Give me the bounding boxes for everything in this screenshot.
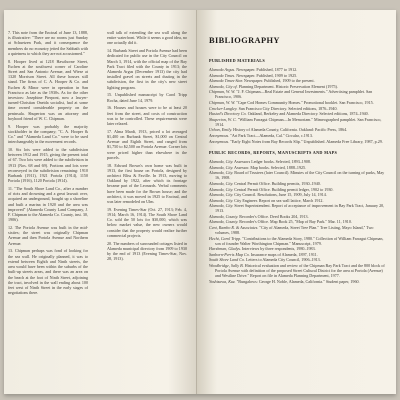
bibliography-entry <box>209 100 385 105</box>
bibliography-entry <box>209 263 385 278</box>
entry-text: History of Alameda County, California. Oakland: Pacific Press, 1864. <box>233 127 348 133</box>
entry-text: Central Permit Office. Building permit ledger, 1902 to 1930. <box>234 186 334 192</box>
bibliography-page <box>197 10 396 394</box>
entry-source-name: Crocker-Langley. <box>209 105 238 111</box>
entry-source-name: Urban, Emily. <box>209 127 233 133</box>
entry-source-name: Alameda, City. <box>209 159 234 165</box>
bibliography-entry <box>209 117 385 127</box>
entry-source-name: Woodbridge, Sally B. <box>209 263 244 269</box>
entry-text: Letters to Alameda City Council, 1906–1913. <box>246 257 321 263</box>
bibliography-entry <box>209 192 385 197</box>
bibliography-entry <box>209 214 385 219</box>
entry-source-name: Alameda, City. <box>209 170 234 176</box>
footnote: 14. Burbank Street and Portola Avenue had been dedicated for public use in the City Council on March 3, 1914, with the official map of the Bay Park Tract filed with the County in 1913; the Alameda Argus (December 1913) the city had installed gravel on streets and dusting in the subdivision, the first in the city's new street lighting program. <box>107 48 187 90</box>
footnote: 11. "The South Shore Land Co., after a number of riots and drowning and a great lawsuit over, acquired an underground, bought up a shoreline and built a marina in 1920 and the area was improved" (Alameda County Land Company, J. F. Chipman to the Alameda Co. County, inst. 30, 1906). <box>8 186 88 223</box>
bibliography-entry <box>209 170 385 180</box>
entry-text: "William Farragut Chipman—In Memoriam." Mimeographed pamphlet. San Francisco, 1914. <box>215 116 382 127</box>
footnote: 20. The numbers of surrounded cottages listed in Alameda municipal directory from 1909 to 1930 by the end of 1913 (Evening Times-Star, Nov. 28, 1913). <box>107 240 187 262</box>
bibliography-entry <box>209 127 385 132</box>
footnote: 9. Hooper was probably the majority stockholder in the company; "C. A. Hooper & Co." and "Alameda Land Co." were to be used interchangeably in the movement records. <box>8 123 88 145</box>
entry-text: San Francisco City Directory. Selected editions, 1876–1940. <box>238 105 338 111</box>
footnote: 8. Hooper lived at 1218 Hawthorne Street, Eschen at the southwest corner of Caroline Street and San Antonio Avenue, and Wiese at 1320 Morrison Street. All these houses still stand. The firms of C. A. Hooper & Co. and Eschen & Minor were in operation in San Francisco as late as the 1930s. As for the other investors: Josephine Pierpont, now a lawyer-turned-Christian Oneida socialist, had at some time owned considerable property on the peninsula. Shuperton was an attorney and boyhood friend of W. C. Chipman. <box>8 58 88 121</box>
entry-source-name: Cent, Rambo R. & Associates. <box>209 225 259 231</box>
entry-source-name: Husted's Directory Co. <box>209 111 247 117</box>
entry-text: Recorder's Office. Map Book 25, "Map of Bay Park." Mar. 11, 1910. <box>239 219 352 225</box>
entry-source-name: Alameda, City. <box>209 164 234 170</box>
entry-source-name: Alameda, City of. <box>209 83 238 89</box>
entry-text: "Art Park Tract—Alameda, Cal." Circular, c.1913. <box>230 132 313 138</box>
bibliography-entry <box>209 139 385 144</box>
entry-text: "Contributions to the Alameda Story, 1980." Collection of William Farragut Chipman, son of founder Walter Worthington Chipman." Manuscript, 1979. <box>215 235 384 246</box>
entry-text: "Bungalows: George H. Noble, Alameda, California." Student paper, 1960. <box>236 278 360 284</box>
entry-source-name: Alameda Times-Star. <box>209 78 243 84</box>
entry-source-name: Alameda, County. <box>209 213 239 219</box>
entry-text: "Early Eight Notes from Bay Records Slip." Unpublished. Alameda Free Library, 1987, p.29. <box>230 138 383 144</box>
bibliography-entry <box>209 198 385 203</box>
section-heading: PUBLIC RECORDS, REPORTS, MANUSCRIPTS AND MAPS <box>209 150 338 156</box>
entry-source-name: Shuperton, W. C. <box>209 116 237 122</box>
entry-text: Assessors Ledger books. Selected, 1893–1908. <box>234 159 312 165</box>
book-spread <box>4 10 396 394</box>
entry-text: Street Superintendent. Report of acceptance of improvement in Bay Park Tract, January 20, 1913. <box>215 203 385 214</box>
entry-source-name: Harshman, Gladys. <box>209 246 241 252</box>
entry-source-name: Alameda, County. <box>209 219 239 225</box>
entry-text: City Engineer. Report on sea wall lattice, March 1912. <box>234 197 324 203</box>
bibliography-entry <box>209 78 385 83</box>
entry-text: Newspaper. Published, 1909 to the present. <box>243 78 315 84</box>
entry-text: Insurance maps of Alameda, 1897, 1911. <box>250 251 318 257</box>
entry-text: Newspaper. Published, 1909 to 1925. <box>236 72 298 78</box>
bibliography-entry <box>209 252 385 257</box>
entry-source-name: Hecht, Carol Tripp. <box>209 235 242 241</box>
notes-column-left <box>8 30 88 298</box>
entry-source-name: Anonymous. <box>209 138 230 144</box>
entry-source-name: Chipman, W. W. <box>209 99 236 105</box>
footnote: 10. Six lots were added to the subdivision between 1912 and 1915, giving the present total of 67. Two lots were added to the subdivision in 1913 (Nos. 68 and 69). Portions and lots were reconveyed in the subdivision remaining: 1910 Burbank (1911), 1921 Portola (1914), 1150 Portola (1916), 1120 Portola (1914). <box>8 147 88 184</box>
entry-text: Oakland, Berkeley and Alameda Directory. Selected editions, 1874–1940. <box>247 111 369 117</box>
bibliography-entry <box>209 246 385 251</box>
bibliography-entry <box>209 181 385 186</box>
notes-column-right <box>107 30 187 264</box>
footnote: 15. Unpublished manuscript by Carol Tripp Rocha, dated June 14, 1979. <box>107 92 187 103</box>
bibliography-entry <box>209 67 385 72</box>
footnote: 19. Evening Times-Star (Oct. 27, 1913; Feb. 4, 1914; March 16, 1914). The South Shore Land Co. sold the 50 lots for $30,000, which was below market value, the new owners would consider that the property would realize further commercial projects. <box>107 206 187 238</box>
entry-text: Planning Department. Historic Preservation Element (1975). <box>238 83 338 89</box>
footnote: wall talk of extending the sea wall along the entire waterfront. While it seems a good idea, no one actually did it. <box>107 30 187 46</box>
notes-page <box>4 10 197 394</box>
entry-text: Newspaper. Published, 1877 to 1912. <box>236 67 298 72</box>
entry-source-name: Alameda Times. <box>209 72 236 78</box>
footnote: 12. The Portola Avenue was built in the mid-sixties; the street was originally Chipman Avenue and then Portola Avenue and Northern Avenue. <box>8 225 88 246</box>
entry-source-name: Alameda, City. <box>209 203 234 209</box>
bibliography-body <box>209 58 385 284</box>
entry-text: "Cape Cod Homes Community Homes." Promotional booklet. San Francisco, 1915. <box>236 99 374 105</box>
entry-text: Recorder's Office. Deed Books 204, 1913. <box>239 213 309 219</box>
entry-source-name: Yoshizawa, Kuz. <box>209 278 236 284</box>
entry-source-name: Alameda, City. <box>209 197 234 203</box>
entry-text: Central Permit Office. Building permits, 1930–1940. <box>234 180 321 186</box>
footnote: 16. Houses and houses were to be at least 20 feet from the street, and costs of construction was to be controlled. These requirements were later relaxed. <box>107 105 187 127</box>
entry-text: Historical evaluation and review of the Chipman Bay Park Tract and the 800 block of Portola Avenue with definition of the proposed Street Cultural District for the area at Portola (Avenue) and Westline Drive." Report on file in Alameda Planning Department, 1977. <box>215 263 385 279</box>
entry-source-name: South Shore Land Co. <box>209 257 246 263</box>
entry-text: City Council. Resolutions, June 15, 1909, July 14, 1914. <box>234 192 327 198</box>
entry-text: "City of Alameda, Street Tree Plan." Tree Listing, Mayo Island," Two volumes, 1988. <box>215 225 374 236</box>
footnote: 13. Chipman perhaps was fond of looking for the sea wall. He originally planned, it was to extend between Eighth and Ninth streets, the area would have been within the suburbs of the built-up streets areas, and there was an area on the beach at the foot of Ninth Street, adjoining the tract, involved in the wall ending about 100 feet west of Ninth Street in the early stages of negotiations there. <box>8 248 88 296</box>
bibliography-entry <box>209 236 385 246</box>
bibliography-entry <box>209 84 385 89</box>
entry-source-name: Alameda, City. <box>209 192 234 198</box>
bibliography-entry <box>209 89 385 99</box>
bibliography-entry <box>209 219 385 224</box>
entry-source-name: Alameda, City. <box>209 180 234 186</box>
footnote: 7. This note from the Encinal of June 13, 1888, is illustrative: "There are no rooms just Sunday at Schuetzen Park, and it consequence the members do no ecountry jetted the Sabbath with a quietness to which they are not accustomed." <box>8 30 88 56</box>
bibliography-entry <box>209 279 385 284</box>
bibliography-entry <box>209 165 385 170</box>
section-heading: PUBLISHED MATERIALS <box>209 58 265 63</box>
bibliography-entry <box>209 203 385 213</box>
entry-source-name: Sanborn-Perris Map Co. <box>209 251 250 257</box>
entry-text: Board of Trustees (later Council). Minutes of the City Council on the turning of parks, May 16, 1908. <box>215 170 385 181</box>
footnote: 17. Alma Mardi, 1913, priced a lot averaged $1,400 on Burbank Street, $1,000 on Central Avenue and Eighth Street, and ranged from $1,750 to $2,500 on Portola Avenue. Corner lots were priced higher than elsewhere in the parcels. <box>107 128 187 160</box>
entry-source-name: Alameda, City. <box>209 186 234 192</box>
entry-text: "J. F. Chipman—Real Estate and General Investments." Advertising pamphlet. San Francisco, 1906. <box>215 89 373 100</box>
bibliography-entry <box>209 133 385 138</box>
entry-source-name: Anonymous. <box>209 132 230 138</box>
entry-source-name: Alameda Argus. <box>209 67 236 72</box>
entry-source-name: Chipman, W. W. <box>209 89 236 95</box>
page-title: BIBLIOGRAPHY <box>209 36 280 45</box>
footnote: 18. Edward Brown's own home was built in 1913, the first house on Portola, designed by architect Bliss & Faville. In 1913, moving to Oakland by 1922, after which its frontage became part of the Leonards. Verbal comments have been made for the Brown house; and the architect, it was moved in 1925 to Encinal, and was later remodeled on Ulm. <box>107 162 187 205</box>
bibliography-entry <box>209 111 385 116</box>
bibliography-entry <box>209 187 385 192</box>
bibliography-entry <box>209 73 385 78</box>
entry-text: Assessor. Map books. Selected, 1888–1925. <box>234 164 307 170</box>
bibliography-entry <box>209 106 385 111</box>
bibliography-entry <box>209 225 385 235</box>
entry-text: Interviews by three respondents, 1980–1983. <box>242 246 316 252</box>
bibliography-entry <box>209 159 385 164</box>
bibliography-entry <box>209 257 385 262</box>
